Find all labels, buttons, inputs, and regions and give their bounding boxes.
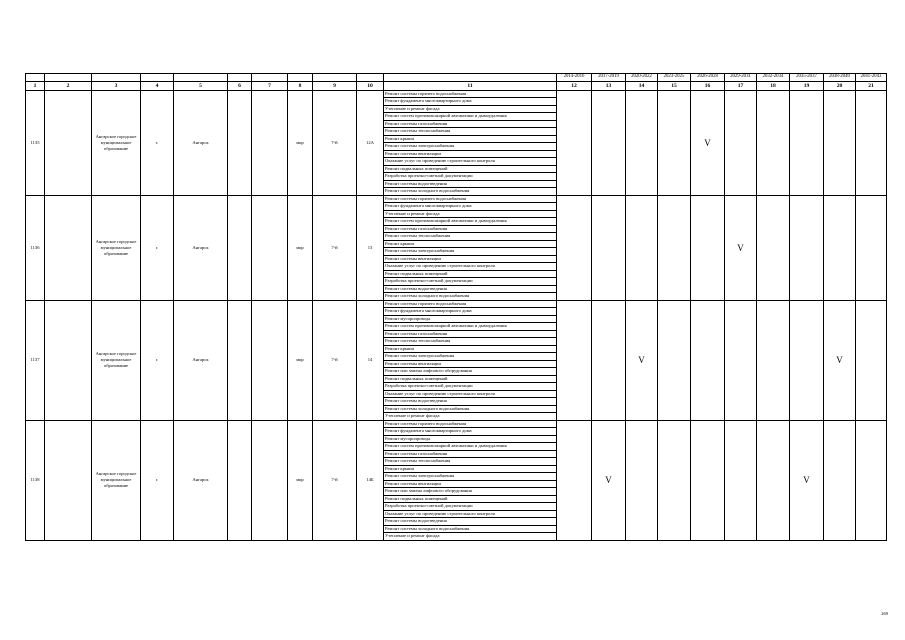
work-type: Ремонт системы электроснабжения bbox=[384, 473, 557, 481]
column-number-cell: 12 bbox=[557, 81, 592, 90]
work-type: Ремонт системы электроснабжения bbox=[384, 143, 557, 151]
work-type: Ремонт системы теплоснабжения bbox=[384, 233, 557, 241]
header-empty-cell bbox=[288, 74, 313, 82]
street-type: мкр bbox=[288, 420, 313, 540]
work-type: Ремонт системы водоотведения bbox=[384, 518, 557, 526]
work-type: Ремонт крыши bbox=[384, 465, 557, 473]
work-type: Ремонт системы электроснабжения bbox=[384, 248, 557, 256]
column-number-cell: 1 bbox=[26, 81, 45, 90]
work-type: Ремонт систем противопожарной автоматики и дымоудаления bbox=[384, 113, 557, 121]
work-type: Разработка проектно-сметной документации bbox=[384, 503, 557, 511]
column-number-cell: 5 bbox=[174, 81, 228, 90]
period-mark bbox=[592, 300, 626, 420]
column-number-cell: 20 bbox=[824, 81, 856, 90]
work-type: Ремонт системы вентиляции bbox=[384, 360, 557, 368]
column-number-cell: 14 bbox=[626, 81, 658, 90]
year-header-cell: 2032-2034 bbox=[757, 74, 790, 82]
work-type: Разработка проектно-сметной документации bbox=[384, 278, 557, 286]
work-type: Ремонт подвальных помещений bbox=[384, 375, 557, 383]
work-type: Разработка проектно-сметной документации bbox=[384, 173, 557, 181]
header-empty-cell bbox=[92, 74, 141, 82]
locality: Ангарск bbox=[174, 195, 228, 300]
work-type: Разработка проектно-сметной документации bbox=[384, 383, 557, 391]
year-header-cell: 2029-2031 bbox=[725, 74, 757, 82]
work-type: Ремонт системы теплоснабжения bbox=[384, 338, 557, 346]
work-type: Утепление и ремонт фасада bbox=[384, 105, 557, 113]
work-type: Утепление и ремонт фасада bbox=[384, 413, 557, 421]
work-type: Ремонт системы теплоснабжения bbox=[384, 458, 557, 466]
work-type: Ремонт подвальных помещений bbox=[384, 495, 557, 503]
empty-cell bbox=[252, 90, 288, 195]
empty-cell bbox=[45, 90, 92, 195]
column-number-cell: 4 bbox=[141, 81, 174, 90]
period-mark: V bbox=[691, 90, 725, 195]
empty-cell bbox=[228, 420, 252, 540]
header-empty-cell bbox=[174, 74, 228, 82]
period-mark bbox=[691, 420, 725, 540]
house-number: 12А bbox=[357, 90, 384, 195]
year-header-cell: 2014-2016 bbox=[557, 74, 592, 82]
period-mark bbox=[658, 90, 691, 195]
period-mark bbox=[691, 195, 725, 300]
year-header-cell: 2017-2019 bbox=[592, 74, 626, 82]
period-mark bbox=[856, 195, 887, 300]
year-header-cell: 2041-2043 bbox=[856, 74, 887, 82]
empty-cell bbox=[252, 300, 288, 420]
street-type: мкр bbox=[288, 90, 313, 195]
period-mark bbox=[725, 90, 757, 195]
locality-type: г. bbox=[141, 300, 174, 420]
work-type: Ремонт системы холодного водоснабжения bbox=[384, 405, 557, 413]
page-number: 269 bbox=[881, 611, 888, 616]
work-type: Ремонт мусоропровода bbox=[384, 315, 557, 323]
period-mark: V bbox=[790, 420, 824, 540]
locality-type: г. bbox=[141, 420, 174, 540]
work-type: Ремонт крыши bbox=[384, 135, 557, 143]
column-number-cell: 13 bbox=[592, 81, 626, 90]
period-mark bbox=[658, 300, 691, 420]
period-mark bbox=[592, 90, 626, 195]
work-type: Ремонт системы водоотведения bbox=[384, 285, 557, 293]
locality: Ангарск bbox=[174, 300, 228, 420]
house-number: 14 bbox=[357, 300, 384, 420]
period-mark bbox=[824, 195, 856, 300]
empty-cell bbox=[228, 195, 252, 300]
street: 7-й bbox=[313, 195, 357, 300]
empty-cell bbox=[228, 300, 252, 420]
work-type: Ремонт системы газоснабжения bbox=[384, 120, 557, 128]
street-type: мкр bbox=[288, 195, 313, 300]
period-mark bbox=[691, 300, 725, 420]
column-number-cell: 21 bbox=[856, 81, 887, 90]
house-number: 14Б bbox=[357, 420, 384, 540]
period-mark bbox=[626, 195, 658, 300]
period-mark bbox=[626, 420, 658, 540]
work-type: Ремонт системы газоснабжения bbox=[384, 225, 557, 233]
column-number-cell: 7 bbox=[252, 81, 288, 90]
work-type: Ремонт крыши bbox=[384, 240, 557, 248]
work-type: Ремонт системы холодного водоснабжения bbox=[384, 188, 557, 196]
municipality: Ангарское городское муниципальное образование bbox=[92, 195, 141, 300]
column-number-cell: 18 bbox=[757, 81, 790, 90]
period-mark bbox=[856, 420, 887, 540]
empty-cell bbox=[45, 300, 92, 420]
period-mark bbox=[824, 90, 856, 195]
schedule-table-body bbox=[26, 74, 887, 541]
header-empty-cell bbox=[45, 74, 92, 82]
municipality: Ангарское городское муниципальное образование bbox=[92, 300, 141, 420]
year-header-cell: 2026-2028 bbox=[691, 74, 725, 82]
work-type: Ремонт мусоропровода bbox=[384, 435, 557, 443]
period-mark: V bbox=[824, 300, 856, 420]
period-mark bbox=[757, 90, 790, 195]
header-empty-cell bbox=[313, 74, 357, 82]
work-type: Оказание услуг по проведению строительного контроля bbox=[384, 510, 557, 518]
year-header-row bbox=[26, 74, 887, 82]
column-number-cell: 19 bbox=[790, 81, 824, 90]
work-type: Ремонт системы водоотведения bbox=[384, 398, 557, 406]
record-number: 1136 bbox=[26, 195, 45, 300]
period-mark: V bbox=[725, 195, 757, 300]
record-number: 1137 bbox=[26, 300, 45, 420]
period-mark: V bbox=[626, 300, 658, 420]
period-mark bbox=[626, 90, 658, 195]
work-type: Оказание услуг по проведению строительного контроля bbox=[384, 158, 557, 166]
period-mark bbox=[757, 420, 790, 540]
street: 7-й bbox=[313, 90, 357, 195]
column-number-cell: 16 bbox=[691, 81, 725, 90]
street: 7-й bbox=[313, 300, 357, 420]
table-row bbox=[26, 195, 887, 203]
table-row bbox=[26, 90, 887, 98]
work-type: Ремонт фундамента многоквартирного дома bbox=[384, 308, 557, 316]
period-mark bbox=[592, 195, 626, 300]
column-number-row bbox=[26, 81, 887, 90]
street-type: мкр bbox=[288, 300, 313, 420]
work-type: Ремонт системы вентиляции bbox=[384, 480, 557, 488]
year-header-cell: 2023-2025 bbox=[658, 74, 691, 82]
work-type: Ремонт системы горячего водоснабжения bbox=[384, 90, 557, 98]
column-number-cell: 11 bbox=[384, 81, 557, 90]
period-mark bbox=[725, 420, 757, 540]
header-empty-cell bbox=[357, 74, 384, 82]
column-number-cell: 15 bbox=[658, 81, 691, 90]
year-header-cell: 2020-2022 bbox=[626, 74, 658, 82]
locality: Ангарск bbox=[174, 90, 228, 195]
street: 7-й bbox=[313, 420, 357, 540]
work-type: Ремонт систем противопожарной автоматики и дымоудаления bbox=[384, 218, 557, 226]
period-mark bbox=[757, 300, 790, 420]
work-type: Утепление и ремонт фасада bbox=[384, 210, 557, 218]
record-number: 1135 bbox=[26, 90, 45, 195]
period-mark bbox=[856, 300, 887, 420]
locality: Ангарск bbox=[174, 420, 228, 540]
period-mark bbox=[658, 420, 691, 540]
work-type: Ремонт системы горячего водоснабжения bbox=[384, 300, 557, 308]
period-mark bbox=[790, 90, 824, 195]
column-number-cell: 8 bbox=[288, 81, 313, 90]
locality-type: г. bbox=[141, 90, 174, 195]
period-mark bbox=[856, 90, 887, 195]
table-row bbox=[26, 420, 887, 428]
empty-cell bbox=[252, 195, 288, 300]
work-type: Ремонт фундамента многоквартирного дома bbox=[384, 203, 557, 211]
period-mark bbox=[824, 420, 856, 540]
work-type: Ремонт системы горячего водоснабжения bbox=[384, 195, 557, 203]
work-type: Оказание услуг по проведению строительного контроля bbox=[384, 263, 557, 271]
work-type: Ремонт подвальных помещений bbox=[384, 270, 557, 278]
capital-repair-schedule-table bbox=[25, 73, 887, 541]
empty-cell bbox=[252, 420, 288, 540]
period-mark bbox=[557, 90, 592, 195]
work-type: Ремонт систем противопожарной автоматики и дымоудаления bbox=[384, 323, 557, 331]
table-row bbox=[26, 300, 887, 308]
work-type: Ремонт или замена лифтового оборудования bbox=[384, 488, 557, 496]
work-type: Ремонт подвальных помещений bbox=[384, 165, 557, 173]
work-type: Ремонт или замена лифтового оборудования bbox=[384, 368, 557, 376]
work-type: Ремонт системы газоснабжения bbox=[384, 330, 557, 338]
period-mark bbox=[557, 300, 592, 420]
period-mark bbox=[557, 420, 592, 540]
column-number-cell: 6 bbox=[228, 81, 252, 90]
work-type: Ремонт системы теплоснабжения bbox=[384, 128, 557, 136]
period-mark bbox=[557, 195, 592, 300]
work-type: Ремонт системы холодного водоснабжения bbox=[384, 525, 557, 533]
work-type: Ремонт системы водоотведения bbox=[384, 180, 557, 188]
work-type: Ремонт системы вентиляции bbox=[384, 150, 557, 158]
header-empty-cell bbox=[26, 74, 45, 82]
work-type: Ремонт системы газоснабжения bbox=[384, 450, 557, 458]
empty-cell bbox=[45, 420, 92, 540]
work-type: Ремонт системы электроснабжения bbox=[384, 353, 557, 361]
column-number-cell: 10 bbox=[357, 81, 384, 90]
house-number: 13 bbox=[357, 195, 384, 300]
period-mark bbox=[725, 300, 757, 420]
work-type: Ремонт фундамента многоквартирного дома bbox=[384, 428, 557, 436]
municipality: Ангарское городское муниципальное образование bbox=[92, 90, 141, 195]
work-type: Ремонт фундамента многоквартирного дома bbox=[384, 98, 557, 106]
work-type: Оказание услуг по проведению строительного контроля bbox=[384, 390, 557, 398]
period-mark bbox=[757, 195, 790, 300]
header-empty-cell bbox=[384, 74, 557, 82]
empty-cell bbox=[45, 195, 92, 300]
period-mark: V bbox=[592, 420, 626, 540]
municipality: Ангарское городское муниципальное образование bbox=[92, 420, 141, 540]
year-header-cell: 2038-2040 bbox=[824, 74, 856, 82]
locality-type: г. bbox=[141, 195, 174, 300]
work-type: Утепление и ремонт фасада bbox=[384, 533, 557, 541]
header-empty-cell bbox=[141, 74, 174, 82]
column-number-cell: 3 bbox=[92, 81, 141, 90]
period-mark bbox=[790, 300, 824, 420]
work-type: Ремонт системы вентиляции bbox=[384, 255, 557, 263]
work-type: Ремонт системы холодного водоснабжения bbox=[384, 293, 557, 301]
header-empty-cell bbox=[228, 74, 252, 82]
empty-cell bbox=[228, 90, 252, 195]
work-type: Ремонт систем противопожарной автоматики и дымоудаления bbox=[384, 443, 557, 451]
column-number-cell: 2 bbox=[45, 81, 92, 90]
column-number-cell: 17 bbox=[725, 81, 757, 90]
column-number-cell: 9 bbox=[313, 81, 357, 90]
header-empty-cell bbox=[252, 74, 288, 82]
work-type: Ремонт крыши bbox=[384, 345, 557, 353]
period-mark bbox=[790, 195, 824, 300]
work-type: Ремонт системы горячего водоснабжения bbox=[384, 420, 557, 428]
year-header-cell: 2035-2037 bbox=[790, 74, 824, 82]
period-mark bbox=[658, 195, 691, 300]
record-number: 1138 bbox=[26, 420, 45, 540]
